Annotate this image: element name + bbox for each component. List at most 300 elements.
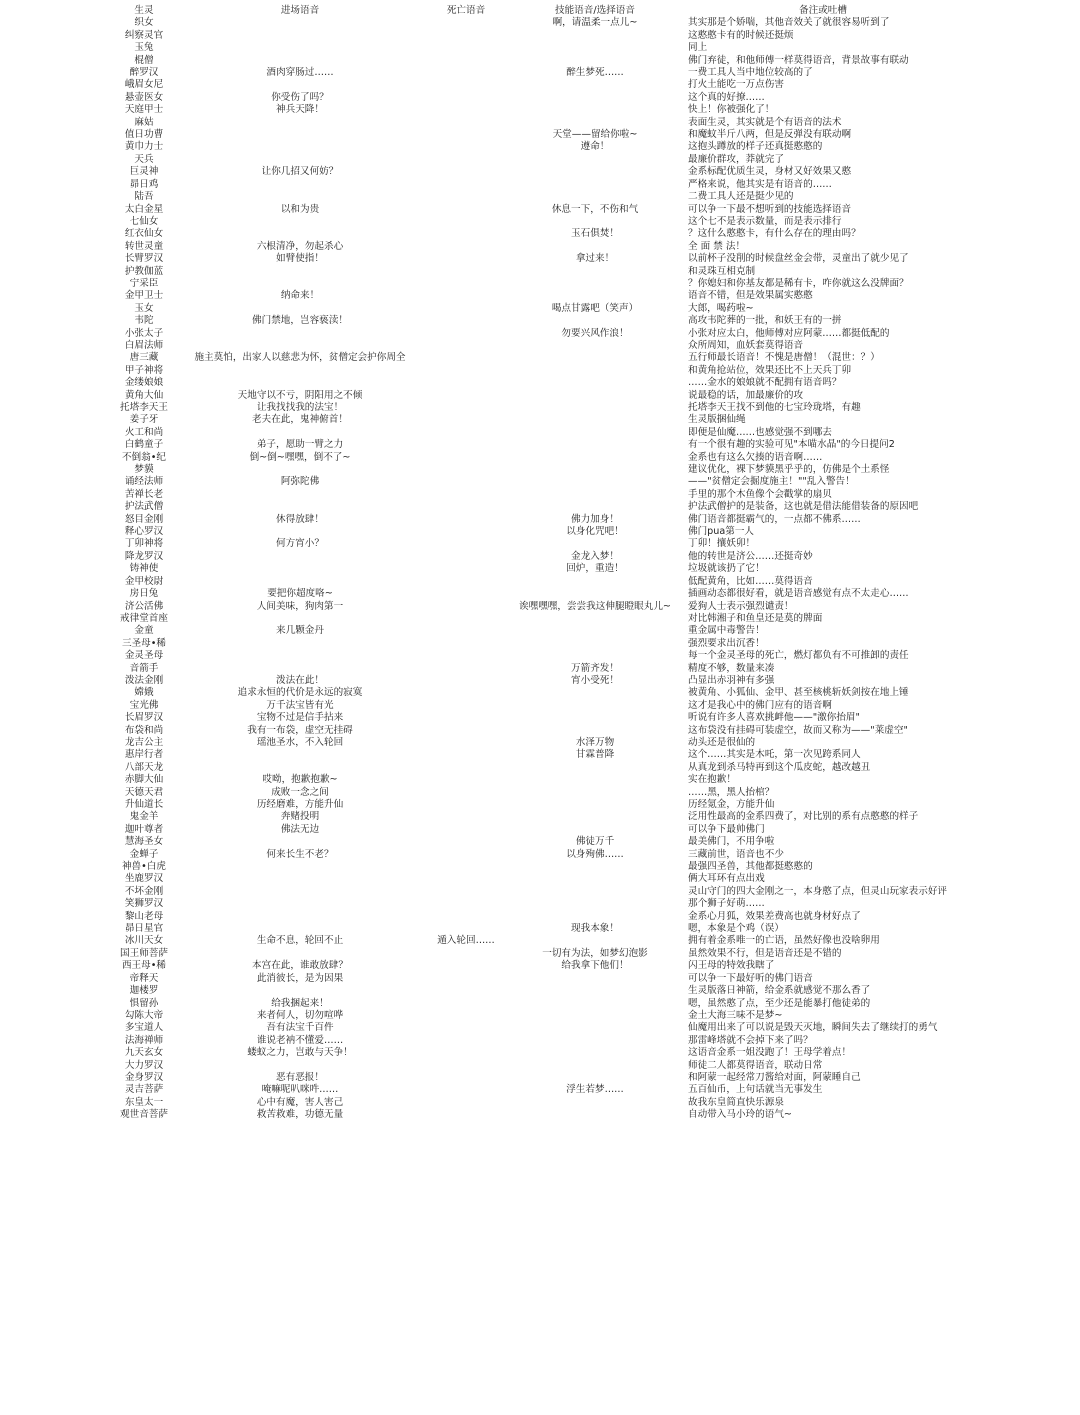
table-row [0,179,1080,191]
table-row [0,402,1080,414]
entry-voice: 成败一念之间 [271,786,329,798]
entry-voice: 万千法宝皆有光 [266,699,334,711]
note: 托塔李天王找不到他的七宝玲珑塔，有趣 [688,402,861,413]
creature-name: 昴日星官 [124,923,164,935]
skill-voice [500,576,690,588]
skill-voice: 休息一下，不伤和气 [551,203,639,215]
skill-voice [500,377,690,389]
creature-name: 长眉罗汉 [124,712,164,724]
creature-name: 金身罗汉 [124,1071,164,1083]
note: 五行师最长语音！不愧是唐僧！（混世：？） [688,352,880,364]
entry-voice [180,42,420,54]
table-row [0,650,1080,662]
skill-voice [500,811,690,823]
entry-voice: 如臂使指！ [276,253,324,265]
table-row [0,42,1080,54]
skill-voice [500,898,690,910]
skill-voice [500,799,690,811]
table-row [0,836,1080,848]
note: 和阿蒙一起经常刀酱给对面，阿蒙睡自己 [688,1071,861,1083]
entry-voice [180,1060,420,1072]
skill-voice: 宵小受死！ [571,674,619,686]
skill-voice [500,687,690,699]
skill-voice: 天堂——留给你啦~ [552,129,638,141]
entry-voice: 宝物不过是信手拈来 [256,712,344,724]
skill-voice [500,104,690,116]
note: 高攻韦陀葬的一批，和妖王有的一拼 [688,315,842,327]
skill-voice: 佛徒万千 [575,836,615,848]
note: 那个狮子好萌…… [688,898,765,910]
entry-voice [180,526,420,538]
creature-name: 鬼金羊 [129,811,159,823]
creature-name: 济公活佛 [124,600,164,612]
table-row [0,204,1080,216]
skill-voice [500,278,690,290]
note: 听说有许多人喜欢挑衅他——"激你抬眉" [688,712,860,724]
header-notes: 备注或吐槽 [799,5,847,16]
table-row [0,452,1080,464]
table-row [0,216,1080,228]
creature-name: 迦叶尊者 [124,823,164,835]
skill-voice [500,1060,690,1072]
note: 同上 [688,42,708,54]
note: 那雷峰塔就不会掉下来了吗？ [688,1034,813,1046]
creature-name: 醉罗汉 [129,67,159,79]
note: 嗯，虽然憨了点，至少还是能暴打他徒弟的 [688,997,871,1009]
note: 五百仙币，上句话就当无事发生 [688,1084,823,1096]
note: 众所周知，血妖套莫得语音 [688,339,804,351]
entry-voice [180,576,420,588]
creature-name: 火工和尚 [124,426,164,438]
note: ——"贫僧定会掘度施主！""乱入警告！ [688,476,855,488]
creature-name: 勾陈大帝 [124,1009,164,1021]
creature-name: 三圣母•稀 [121,637,167,649]
skill-voice [500,476,690,488]
note: 虽然效果不行，但是语音还是不错的 [688,947,842,959]
creature-name: 惧留孙 [129,997,159,1009]
entry-voice: 蝼蚁之力，岂敢与天争！ [247,1047,353,1059]
note: 以前杯子没削的时候盘丝金会带，灵童出了就少见了 [688,253,909,265]
entry-voice: 神兵天降！ [276,104,324,116]
creature-name: 长臂罗汉 [124,253,164,265]
skill-voice [500,998,690,1010]
skill-voice [500,464,690,476]
entry-voice: 唵嘛呢叭咪吽…… [261,1084,339,1096]
entry-voice: 瑶池圣水，不入轮回 [256,736,344,748]
creature-name: 泼法金刚 [124,674,164,686]
skill-voice [500,762,690,774]
table-row [0,700,1080,712]
creature-name: 护法武僧 [124,501,164,513]
table-row [0,476,1080,488]
entry-voice: 以和为贵 [280,203,320,215]
header-skill-voice: 技能语音/选择语音 [555,5,635,16]
creature-name: 东皇太一 [124,1096,164,1108]
skill-voice [500,439,690,451]
entry-voice: 哎呦，抱歉抱歉~ [262,774,338,786]
entry-voice: 佛门禁地，岂容亵渎！ [252,315,348,327]
table-row [0,17,1080,29]
skill-voice [500,625,690,637]
note: 故我东皇简直快乐源泉 [688,1096,784,1108]
table-row [0,873,1080,885]
entry-voice: 何方宵小？ [276,538,324,550]
table-row [0,638,1080,650]
skill-voice [500,216,690,228]
table-row [0,1047,1080,1059]
entry-voice [180,898,420,910]
skill-voice [500,191,690,203]
note: 严格来说，他其实是有语音的…… [688,178,832,190]
skill-voice: 回炉，重造！ [566,563,624,575]
skill-voice [500,501,690,513]
note: 这个七不是表示数量，而是表示排行 [688,215,842,227]
skill-voice: 以身殉佛…… [566,848,624,860]
creature-name: 甲子神将 [124,364,164,376]
note: 可以争一下最不想听到的技能选择语音 [688,203,852,215]
table-row [0,514,1080,526]
table-row [0,1022,1080,1034]
skill-voice: 佛力加身！ [571,513,619,525]
skill-voice [500,92,690,104]
creature-name: 灵吉菩萨 [124,1084,164,1096]
table-row [0,563,1080,575]
note: 其实那是个娇喘，其他音效关了就很容易听到了 [688,17,890,29]
note: ？你媳妇和你基友都是稀有卡，咋你就这么没牌面？ [688,277,909,289]
note: 建议优化，裸下梦貘黑乎乎的，仿佛是个土系怪 [688,464,890,476]
entry-voice: 本宫在此，谁敢放肆？ [252,960,348,972]
entry-voice [180,17,420,29]
creature-name: 托塔李天王 [120,402,168,413]
entry-voice [180,303,420,315]
table-row [0,92,1080,104]
table-header [0,5,1080,17]
table-row [0,228,1080,240]
entry-voice: 人间美味，狗肉第一 [256,600,344,612]
creature-name: 小张太子 [124,327,164,339]
skill-voice [500,427,690,439]
skill-voice [500,390,690,402]
table-row [0,67,1080,79]
table-row [0,117,1080,129]
table-row [0,129,1080,141]
header-creature: 生灵 [134,5,154,16]
creature-name: 玉女 [134,302,154,314]
entry-voice [180,638,420,650]
creature-name: 玉兔 [134,42,154,54]
creature-name: 惠岸行者 [124,749,164,761]
entry-voice: 谁说老衲不懂爱…… [256,1034,344,1046]
skill-voice [500,824,690,836]
entry-voice [180,985,420,997]
header-death-voice: 死亡语音 [446,5,486,16]
note: 凸显出赤羽神有多强 [688,674,775,686]
entry-voice: 救苦救难，功德无量 [256,1109,344,1121]
table-row [0,625,1080,637]
creature-name: 黄角大仙 [124,389,164,401]
note: 灵山守门的四大金刚之一，本身憨了点，但灵山玩家表示好评 [688,885,948,897]
skill-voice [500,973,690,985]
note: 手里的那个木鱼像个会戳掌的扇贝 [688,488,832,500]
creature-name: 坐鹿罗汉 [124,873,164,885]
skill-voice [500,886,690,898]
entry-voice: 追求永恒的代价是永远的寂寞 [237,687,363,699]
entry-voice [180,762,420,774]
table-row [0,352,1080,364]
table-row [0,663,1080,675]
voice-line-table [0,5,1080,1122]
skill-voice [500,166,690,178]
note: 一费工具人当中地位较高的了 [688,67,813,79]
note: 生灵版落日神箭，给金系就感觉不那么香了 [688,985,871,997]
creature-name: 诵经法师 [124,476,164,488]
table-row [0,427,1080,439]
entry-voice: 让你几招又何妨？ [261,166,339,178]
note: ……金水的娘娘就不配拥有语音吗？ [688,377,842,389]
creature-name: 冰川天女 [124,935,164,947]
creature-name: 观世音菩萨 [120,1109,168,1121]
note: 丁卯！攘妖卯！ [688,538,756,550]
entry-voice: 泼法在此！ [276,674,324,686]
skill-voice [500,241,690,253]
table-row [0,985,1080,997]
creature-name: 红衣仙女 [124,228,164,240]
creature-name: 神兽•白虎 [121,861,167,873]
table-row [0,191,1080,203]
table-row [0,1035,1080,1047]
creature-name: 金灵圣母 [124,650,164,662]
note: 和魔蚊半斤八两，但是反弹没有联动啊 [688,129,852,141]
skill-voice [500,340,690,352]
entry-voice [180,340,420,352]
entry-voice: 倒~倒~嘿嘿，倒不了~ [249,451,351,463]
note: 这个……其实是木吒，第一次见跨系同人 [688,749,861,761]
table-row [0,1097,1080,1109]
entry-voice: 酒肉穿肠过…… [266,67,334,79]
note: 说最稳的话，加最廉价的攻 [688,389,804,401]
note: 最强四圣兽，其他都挺憨憨的 [688,861,813,873]
table-row [0,799,1080,811]
note: 最美佛门，不用争啦 [688,836,775,848]
entry-voice [180,749,420,761]
table-row [0,30,1080,42]
entry-voice: 生命不息，轮回不止 [256,935,344,947]
table-row [0,439,1080,451]
note: 佛门语音都挺霸气的，一点都不佛系…… [688,513,861,525]
skill-voice [500,650,690,662]
entry-voice: 来者何人，切勿喧哗 [256,1009,344,1021]
skill-voice [500,588,690,600]
skill-voice [500,30,690,42]
table-row [0,526,1080,538]
note: 可以争一下最好听的佛门语音 [688,972,813,984]
skill-voice [500,290,690,302]
creature-name: 天庭甲士 [124,104,164,116]
skill-voice [500,1010,690,1022]
table-row [0,340,1080,352]
creature-name: 唐三藏 [129,352,159,364]
table-row [0,787,1080,799]
skill-voice [500,402,690,414]
skill-voice: 水泽万物 [575,736,615,748]
skill-voice [500,55,690,67]
note: 和灵珠互相克制 [688,265,756,277]
creature-name: 铸神使 [129,563,159,575]
skill-voice [500,352,690,364]
table-row [0,998,1080,1010]
entry-voice: 心中有魔，害人害己 [256,1096,344,1108]
note: 最廉价群攻，莽就完了 [688,153,784,165]
creature-name: 房日兔 [129,588,159,600]
skill-voice [500,1097,690,1109]
note: 自动带入马小玲的语气~ [688,1109,792,1121]
creature-name: 白眉法师 [124,339,164,351]
table-row [0,576,1080,588]
entry-voice [180,551,420,563]
table-row [0,675,1080,687]
table-row [0,390,1080,402]
skill-voice: 甘霖普降 [575,749,615,761]
note: 有一个很有趣的实验可见"本喵水晶"的今日提问2 [688,439,895,451]
note: 泛用性最高的金系四费了，对比别的系有点憨憨的样子 [688,811,919,823]
note: 护法武僧护的是装备，这也就是借法能借装备的原因吧 [688,501,919,513]
table-row [0,303,1080,315]
creature-name: 布袋和尚 [124,724,164,736]
skill-voice: 醉生梦死…… [566,67,624,79]
skill-voice: 万箭齐发！ [571,662,619,674]
entry-voice: 我有一布袋，虚空无挂碍 [247,724,353,736]
creature-name: 昴日鸡 [129,178,159,190]
entry-voice: 要把你超度咯~ [267,588,333,600]
table-row [0,55,1080,67]
note: 嗯，本象是个鸡（误） [688,923,784,935]
creature-name: 峨眉女尼 [124,79,164,91]
entry-voice: 弟子，愿助一臂之力 [256,439,344,451]
skill-voice [500,42,690,54]
table-row [0,725,1080,737]
note: 垃圾就该扔了它！ [688,563,765,575]
note: 生灵版捆仙绳 [688,414,746,426]
table-row [0,1084,1080,1096]
table-row [0,973,1080,985]
note: 金系心月狐，效果差费高也就身材好点了 [688,910,861,922]
note: 实在抱歉！ [688,774,736,786]
table-row [0,923,1080,935]
skill-voice [500,538,690,550]
entry-voice [180,613,420,625]
entry-voice: 来几颗金丹 [276,625,324,637]
skill-voice [500,154,690,166]
table-row [0,166,1080,178]
entry-voice [180,489,420,501]
skill-voice: 现我本象！ [571,923,619,935]
note: 全 面 禁 法！ [688,240,746,252]
note: 师徒二人都莫得语音，联动日常 [688,1059,823,1071]
note: 仙魔用出来了可以说是毁天灭地，瞬间失去了继续打的勇气 [688,1022,938,1034]
entry-voice [180,216,420,228]
entry-voice [180,154,420,166]
table-row [0,551,1080,563]
creature-name: 金童 [134,625,154,637]
table-row [0,687,1080,699]
note: 大郎，喝药啦~ [688,302,754,314]
skill-voice: 给我拿下他们！ [561,960,629,972]
table-row [0,1010,1080,1022]
note: ……黑，黑人抬棺？ [688,786,775,798]
skill-voice [500,179,690,191]
entry-voice [180,179,420,191]
note: 二费工具人还是挺少见的 [688,191,794,203]
note: 语音不错，但是效果属实憨憨 [688,290,813,302]
note: 这布袋没有挂碍可装虚空，故而又称为——"莱虚空" [688,724,908,736]
table-row [0,253,1080,265]
note: 低配黄角，比如……莫得语音 [688,575,813,587]
note: 三藏前世，语音也不少 [688,848,784,860]
creature-name: 陆吾 [134,191,154,203]
entry-voice [180,365,420,377]
note: 佛门pua第一人 [688,526,755,538]
skill-voice: 诶嘿嘿嘿，尝尝我这伸腿瞪眼丸儿~ [519,600,671,612]
entry-voice: 天地守以不亏，阴阳用之不倾 [237,389,363,401]
note: 金系标配优质生灵，身材又好效果又憨 [688,166,852,178]
note: 拥有着金系唯一的亡语，虽然好像也没啥卵用 [688,935,880,947]
entry-voice: 你受伤了吗？ [271,91,329,103]
creature-name: 法海禅师 [124,1034,164,1046]
entry-voice [180,861,420,873]
creature-name: 多宝道人 [124,1022,164,1034]
creature-name: 帝释天 [129,972,159,984]
note: 动头还是很仙的 [688,736,756,748]
entry-voice [180,278,420,290]
skill-voice [500,117,690,129]
creature-name: 白鹤童子 [124,439,164,451]
creature-name: 慧海圣女 [124,836,164,848]
skill-voice [500,911,690,923]
creature-name: 金蝉子 [129,848,159,860]
creature-name: 不坏金刚 [124,885,164,897]
creature-name: 姜子牙 [129,414,159,426]
table-row [0,601,1080,613]
entry-voice [180,141,420,153]
creature-name: 韦陀 [134,315,154,327]
skill-voice [500,638,690,650]
table-row [0,365,1080,377]
entry-voice [180,328,420,340]
entry-voice: 纳命来！ [280,290,320,302]
note: 爱狗人士表示强烈谴责！ [688,600,794,612]
table-row [0,588,1080,600]
table-row [0,811,1080,823]
skill-voice [500,861,690,873]
note: 插画动态都很好看，就是语音感觉有点不太走心…… [688,588,909,600]
creature-name: 丁卯神将 [124,538,164,550]
note: 他的转世是济公……还挺奇妙 [688,550,813,562]
creature-name: 不倒翁•纪 [121,451,167,463]
note: 金系也有这么欠揍的语音啊…… [688,451,823,463]
entry-voice [180,836,420,848]
table-row [0,1060,1080,1072]
skill-voice [500,489,690,501]
death-voice: 遁入轮回…… [437,935,495,947]
table-row [0,489,1080,501]
table-row [0,538,1080,550]
entry-voice [180,886,420,898]
entry-voice [180,55,420,67]
creature-name: 国王师菩萨 [120,947,168,959]
table-row [0,886,1080,898]
entry-voice: 奔赌投明 [280,811,320,823]
skill-voice: 喝点甘露吧（笑声） [551,302,639,314]
